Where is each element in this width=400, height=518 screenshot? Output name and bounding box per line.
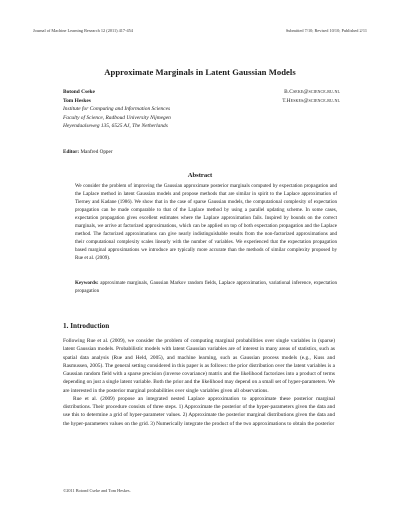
affiliation-line: Heyendaalseweg 135, 6525 AJ, The Netherlands <box>63 123 168 130</box>
section-body <box>63 337 335 428</box>
editor-label: Editor: <box>63 149 80 155</box>
author-name: Tom Heskes <box>63 97 91 104</box>
author-row <box>63 97 340 106</box>
journal-header <box>33 28 367 33</box>
keywords-label: Keywords: <box>75 280 99 286</box>
author-name: Botond Cseke <box>63 89 95 95</box>
paragraph: Following Rue et al. (2009), we consider the problem of computing marginal probabilities over single variables in (sparse) latent Gaussian models. Probabilistic models with latent Gaussian variables are of interest in many areas of statistics, such as spatial data analysis (Rue and Held, 2005), and machine learning, such as Gaussian process models (e.g., Kuss and Rasmussen, 2005). The general setting considered in this paper is as follows: the prior distribution over the latent variables is a Gaussian random field with a sparse precision (inverse covariance) matrix and the likelihood factorizes into a product of terms depending on just a single latent variable. Both the prior and the likelihood may depend on a small set of hyper-parameters. We are interested in the posterior marginal probabilities over single variables given all observations. <box>63 338 335 394</box>
paragraph: Rue et al. (2009) propose an integrated nested Laplace approximation to approximate these posterior marginal distributions. Their procedure consists of three steps. 1) Approximate the posterior of the hyper-parameters given the data and use this to determine a grid of hyper-parameter values. 2) Approximate the posterior marginal distributions given the data and the hyper-parameters values on the grid. 3) Numerically integrate the product of the two approximations to obtain the posterior <box>63 395 335 427</box>
author-block <box>63 88 340 131</box>
paper-title: Approximate Marginals in Latent Gaussian Models <box>104 67 296 77</box>
author-email[interactable]: B.Cseke@science.ru.nl <box>284 89 340 95</box>
affiliation-line: Institute for Computing and Information Sciences <box>63 106 171 113</box>
author-row <box>63 88 340 97</box>
abstract-heading: Abstract <box>187 172 213 179</box>
journal-citation: Journal of Machine Learning Research 12 (2011) 417-454 <box>33 28 133 33</box>
submission-dates: Submitted 7/10; Revised 10/10; Published 2/11 <box>285 28 367 33</box>
affiliation-line: Faculty of Science, Radboud University Nijmegen <box>63 114 171 121</box>
editor-name: Manfred Opper <box>80 149 113 155</box>
author-email[interactable]: T.Heskes@science.ru.nl <box>282 97 340 104</box>
abstract-text: We consider the problem of improving the Gaussian approximate posterior marginals computed by expectation propagation and the Laplace method in latent Gaussian models and propose methods that are similar in spirit to the Laplace approximation of Tierney and Kadane (1986). We show that in the case of sparse Gaussian models, the computational complexity of expectation propagation can be made comparable to that of the Laplace method by using a parallel updating scheme. In some cases, expectation propagation gives excellent estimates where the Laplace approximation fails. Inspired by bounds on the correct marginals, we arrive at factorized approximations, which can be applied on top of both expectation propagation and the Laplace method. The factorized approximations can give nearly indistinguishable results from the non-factorized approximations and their computational complexity scales linearly with the number of variables. We experienced that the expectation propagation based marginal approximations we introduce are typically more accurate than the methods of similar complexity proposed by Rue et al. (2009). <box>75 183 337 262</box>
keywords <box>75 279 337 295</box>
editor-line <box>63 149 113 155</box>
section-heading: 1. Introduction <box>63 322 110 330</box>
copyright-footer: ©2011 Botond Cseke and Tom Heskes. <box>63 488 131 493</box>
keywords-text: approximate marginals, Gaussian Markov random fields, Laplace approximation, variational inference, expectation propagation <box>75 280 338 295</box>
